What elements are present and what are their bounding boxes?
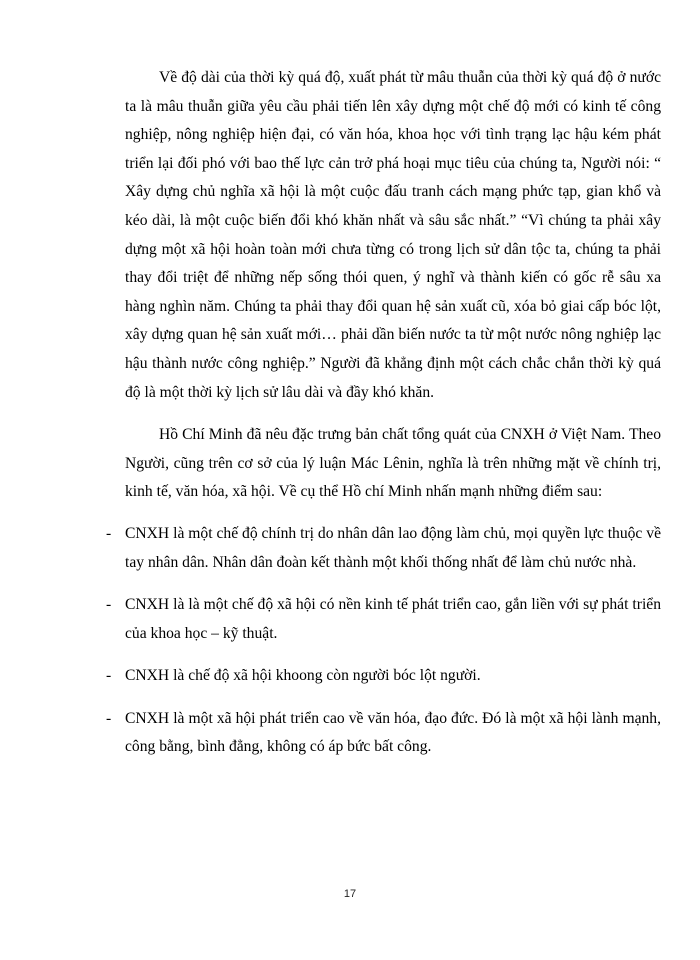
characteristics-list <box>106 520 661 762</box>
bullet-dash: - <box>106 709 112 727</box>
list-item-text: CNXH là một xã hội phát triển cao về văn hóa, đạo đức. Đó là một xã hội lành mạnh, công bằng, bình đẳng, không có áp bức bất công. <box>125 709 661 756</box>
list-item <box>106 662 661 691</box>
bullet-dash: - <box>106 524 112 542</box>
list-item <box>106 591 661 648</box>
paragraph-socialism-characteristics: Hồ Chí Minh đã nêu đặc trưng bản chất tổng quát của CNXH ở Việt Nam. Theo Người, cũng trên cơ sở của lý luận Mác Lênin, nghĩa là trên những mặt về chính trị, kinh tế, văn hóa, xã hội. Về cụ thể Hồ chí Minh nhấn mạnh những điểm sau: <box>125 426 661 501</box>
page-content <box>106 64 661 776</box>
list-item-text: CNXH là là một chế độ xã hội có nền kinh tế phát triển cao, gắn liền với sự phát triển của khoa học – kỹ thuật. <box>125 596 661 642</box>
page-number: 17 <box>343 888 357 900</box>
list-item-text: CNXH là một chế độ chính trị do nhân dân lao động làm chủ, mọi quyền lực thuộc về tay nhân dân. Nhân dân đoàn kết thành một khối thống nhất để làm chủ nước nhà. <box>125 524 661 571</box>
bullet-dash: - <box>106 596 112 614</box>
list-item <box>106 520 661 577</box>
bullet-dash: - <box>106 667 112 685</box>
paragraph-transition-period: Về độ dài của thời kỳ quá độ, xuất phát từ mâu thuẫn của thời kỳ quá độ ở nước ta là mâu thuẫn giữa yêu cầu phải tiến lên xây dựng một chế độ mới có kinh tế công nghiệp, nông nghiệp hiện đại, có văn hóa, khoa học với tình trạng lạc hậu kém phát triển lại đối phó với bao thế lực cản trở phá hoại mục tiêu của chúng ta, Người nói: “ Xây dựng chủ nghĩa xã hội là một cuộc đấu tranh cách mạng phức tạp, gian khổ và kéo dài, là một cuộc biến đổi khó khăn nhất và sâu sắc nhất.” “Vì chúng ta phải xây dựng một xã hội hoàn toàn mới chưa từng có trong lịch sử dân tộc ta, chúng ta phải thay đổi triệt để những nếp sống thói quen, ý nghĩ và thành kiến có gốc rễ sâu xa hàng nghìn năm. Chúng ta phải thay đổi quan hệ sản xuất cũ, xóa bỏ giai cấp bóc lột, xây dựng quan hệ sản xuất mới… phải dần biến nước ta từ một nước nông nghiệp lạc hậu thành nước công nghiệp.” Người đã khẳng định một cách chắc chắn thời kỳ quá độ là một thời kỳ lịch sử lâu dài và đầy khó khăn. <box>125 69 661 401</box>
list-item-text: CNXH là chế độ xã hội khoong còn người bóc lột người. <box>125 667 481 685</box>
list-item <box>106 705 661 762</box>
